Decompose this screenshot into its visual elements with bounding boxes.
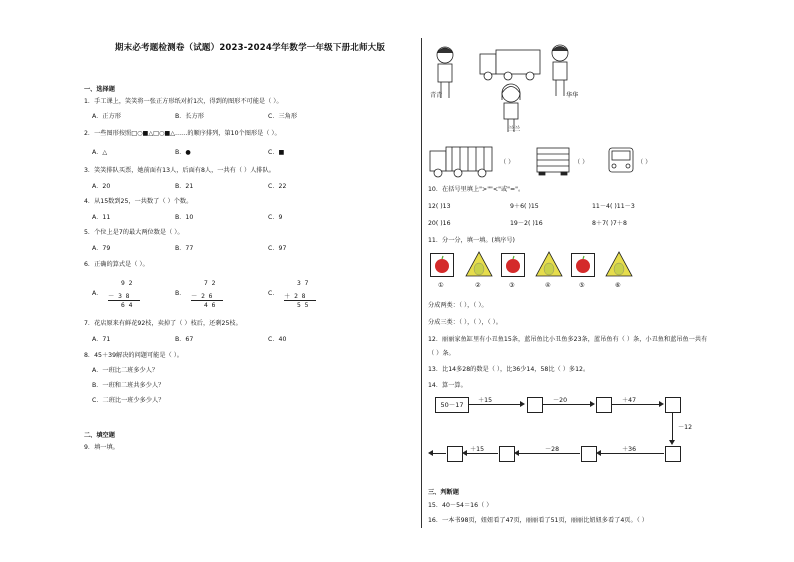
q7-option-b: B．67 xyxy=(175,336,194,343)
q12-text: 12．丽丽家鱼缸里有小丑鱼15条，蓝吊鱼比小丑鱼多23条，蓝吊鱼有（ ）条，小丑鱼和蓝吊鱼一共有 xyxy=(428,336,708,343)
fruit-number-2: ② xyxy=(475,282,481,289)
section-judge-heading: 三、判断题 xyxy=(428,489,459,496)
q2-text: 2．一些图形按照□○■△□○■△……的顺序排列，第10个图形是（ ）。 xyxy=(84,130,281,137)
q4-text: 4．从15数到25，一共数了（ ）个数。 xyxy=(84,198,193,205)
fruit-number-1: ① xyxy=(438,282,444,289)
fruit-cell-5-apple-square xyxy=(571,253,595,277)
q2-option-c: C．■ xyxy=(268,149,285,156)
q1-option-a: A．正方形 xyxy=(92,113,121,120)
child-qingqing-figure xyxy=(437,47,453,98)
q6-text: 6．正确的算式是（ ）。 xyxy=(84,261,149,268)
chain-answer-box-4[interactable] xyxy=(665,446,681,462)
q9-text: 9．填一填。 xyxy=(84,444,119,451)
q2-option-b: B．● xyxy=(175,149,191,156)
chain-arrow-2-head xyxy=(590,401,595,407)
q10-row2-item1: 20( )16 xyxy=(428,220,451,227)
chain-arrow-5-line xyxy=(600,453,664,454)
q16-text: 16．一本书98页，妞妞看了47页，丽丽看了51页，丽丽比妞妞多看了4页。（ ） xyxy=(428,517,648,524)
q10-row2-item2: 19－2( )16 xyxy=(510,220,543,227)
chain-arrow-3-head xyxy=(659,401,664,407)
label-lanlan: 兰兰 xyxy=(508,126,521,133)
chain-op-minus20: －20 xyxy=(553,397,568,404)
chain-answer-box-2[interactable] xyxy=(596,397,612,413)
q14-text: 14．算一算。 xyxy=(428,382,467,389)
q11-text: 11．分一分，填一填。(填序号) xyxy=(428,237,515,244)
q13-text: 13．比14多28的数是（ ），比36少14，58比（ ）多12。 xyxy=(428,366,590,373)
fruit-cell-4-pear-triangle xyxy=(535,251,563,277)
q5-option-b: B．77 xyxy=(175,245,194,252)
q1-text: 1．手工课上，笑笑将一张正方形纸对折1次，得到的图形不可能是（ ）。 xyxy=(84,98,283,105)
chain-op-plus36: ＋36 xyxy=(622,446,637,453)
chain-arrow-6-line xyxy=(518,453,580,454)
chain-op-minus12: －12 xyxy=(678,424,693,431)
fruit-number-6: ⑥ xyxy=(615,282,621,289)
q3-option-b: B．21 xyxy=(175,183,194,190)
chain-arrow-1-head xyxy=(520,401,525,407)
truck-back-view-icon xyxy=(535,146,571,176)
q6c-line2: ＋ 2 8 xyxy=(284,293,306,300)
chain-op-plus15-bottom: ＋15 xyxy=(470,446,485,453)
q6c-line3: 5 5 xyxy=(297,302,309,309)
chain-op-minus28: －28 xyxy=(545,446,560,453)
q6a-rule xyxy=(108,300,140,301)
q3-text: 3．笑笑排队买票，她前面有13人，后面有8人，一共有（ ）人排队。 xyxy=(84,167,275,174)
q8-option-a: A．一班比二班多少人？ xyxy=(92,367,159,374)
child-huahua-figure xyxy=(552,45,568,96)
child-lanlan-figure xyxy=(502,84,520,132)
view3-answer-paren[interactable]: （ ） xyxy=(637,159,652,166)
chain-answer-box-1[interactable] xyxy=(527,397,543,413)
label-qingqing: 青青 xyxy=(430,92,443,99)
fruit-number-4: ④ xyxy=(545,282,551,289)
q8-text: 8．45＋39解决的问题可能是（ ）。 xyxy=(84,352,183,359)
q6a-line1: 9 2 xyxy=(121,280,133,287)
label-huahua: 华华 xyxy=(566,92,579,99)
chain-answer-box-5[interactable] xyxy=(581,446,597,462)
chain-arrow-3-line xyxy=(611,404,661,405)
fruit-cell-2-pear-triangle xyxy=(465,251,493,277)
fruit-number-5: ⑤ xyxy=(579,282,585,289)
chain-arrow-2-line xyxy=(542,404,592,405)
q1-option-c: C．三角形 xyxy=(268,113,298,120)
q6b-line1: 7 2 xyxy=(204,280,216,287)
q10-row1-item1: 12( )13 xyxy=(428,203,451,210)
chain-op-plus15-top: ＋15 xyxy=(478,397,493,404)
q6a-line3: 6 4 xyxy=(121,302,133,309)
section-choice-heading: 一、选择题 xyxy=(84,86,115,93)
q3-option-c: C．22 xyxy=(268,183,287,190)
q5-option-c: C．97 xyxy=(268,245,287,252)
chain-arrow-4-head xyxy=(669,440,675,445)
q10-row2-item3: 8＋7( )7＋8 xyxy=(592,220,627,227)
q2-option-a: A．△ xyxy=(92,149,108,156)
section-fill-heading: 二、填空题 xyxy=(84,432,115,439)
chain-op-plus47: ＋47 xyxy=(622,397,637,404)
q6b-line3: 4 6 xyxy=(204,302,216,309)
truck-side-figure xyxy=(480,50,540,80)
q8-option-c: C．二班比一班少多少人？ xyxy=(92,397,165,404)
chain-arrow-1-line xyxy=(468,404,522,405)
q9-observation-picture xyxy=(428,40,588,140)
q12-text-continued: （ ）条。 xyxy=(428,350,455,357)
q3-option-a: A．20 xyxy=(92,183,111,190)
q6-option-b-label: B． xyxy=(175,290,186,297)
chain-arrow-7-line xyxy=(466,453,498,454)
q1-option-b: B．长方形 xyxy=(175,113,204,120)
chain-answer-box-7[interactable] xyxy=(447,446,463,462)
q7-text: 7．花店原来有鲜花92枝，卖掉了（ ）枝后，还剩25枝。 xyxy=(84,320,242,327)
fruit-number-3: ③ xyxy=(509,282,515,289)
q4-option-b: B．10 xyxy=(175,214,194,221)
q6-option-a-label: A． xyxy=(92,290,103,297)
q11-two-groups: 分成两类：（ ），（ ）。 xyxy=(428,302,488,309)
q6-option-c-label: C． xyxy=(268,290,279,297)
chain-start-expression: 50－17 xyxy=(440,401,464,409)
page-title: 期末必考题检测卷（试题）2023-2024学年数学一年级下册北师大版 xyxy=(114,43,386,53)
q7-option-a: A．71 xyxy=(92,336,111,343)
q5-text: 5．个位上是7的最大两位数是（ ）。 xyxy=(84,229,184,236)
q10-row1-item3: 11－4( )11－3 xyxy=(592,203,635,210)
q10-text: 10．在括号里填上">""<"或"="。 xyxy=(428,186,525,193)
q8-option-b: B．一班和二班共多少人？ xyxy=(92,382,165,389)
fruit-cell-6-pear-triangle xyxy=(605,251,633,277)
view2-answer-paren[interactable]: （ ） xyxy=(574,159,589,166)
fruit-cell-1-apple-square xyxy=(430,253,454,277)
q6b-line2: － 2 6 xyxy=(191,293,213,300)
q4-option-a: A．11 xyxy=(92,214,111,221)
q5-option-a: A．79 xyxy=(92,245,111,252)
truck-side-view-icon xyxy=(428,143,498,179)
q15-text: 15．40－54＝16（ ） xyxy=(428,502,493,509)
q6c-rule xyxy=(284,300,316,301)
q7-option-c: C．40 xyxy=(268,336,287,343)
chain-answer-box-6[interactable] xyxy=(499,446,515,462)
chain-arrow-4-line xyxy=(672,412,673,442)
chain-answer-box-3[interactable] xyxy=(665,397,681,413)
fruit-cell-3-apple-square xyxy=(501,253,525,277)
chain-arrow-8-head xyxy=(428,450,433,456)
chain-arrow-8-line xyxy=(432,453,446,454)
truck-front-view-icon xyxy=(607,146,635,176)
view1-answer-paren[interactable]: （ ） xyxy=(500,159,515,166)
q6c-line1: 3 7 xyxy=(297,280,309,287)
q6b-rule xyxy=(191,300,223,301)
q6a-line2: － 3 8 xyxy=(108,293,130,300)
q10-row1-item2: 9＋6( )15 xyxy=(510,203,539,210)
q4-option-c: C．9 xyxy=(268,214,283,221)
q11-three-groups: 分成三类：（ ），（ ），（ ）。 xyxy=(428,319,502,326)
column-divider xyxy=(421,38,422,528)
